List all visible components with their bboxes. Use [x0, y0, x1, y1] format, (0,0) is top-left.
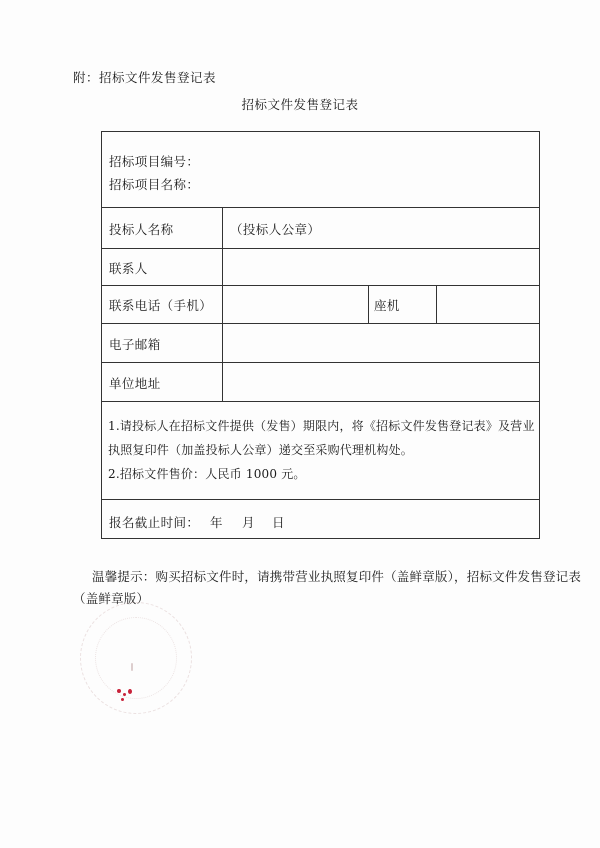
seal-stamp-icon — [80, 602, 192, 714]
deadline-label: 报名截止时间： — [109, 515, 200, 530]
registration-form-table — [101, 131, 540, 539]
project-number-label: 招标项目编号： — [109, 154, 200, 169]
row-divider — [102, 248, 539, 249]
instruction-line: 2.招标文件售价：人民币 1000 元。 — [108, 467, 306, 481]
phone-label: 联系电话（手机） — [109, 298, 213, 313]
column-divider — [222, 207, 223, 401]
row-divider — [102, 362, 539, 363]
seal-ink-mark — [123, 693, 126, 696]
year-label: 年 — [210, 515, 223, 530]
seal-ink-mark — [117, 689, 121, 693]
contact-label: 联系人 — [109, 261, 148, 276]
attachment-label: 附：招标文件发售登记表 — [73, 70, 217, 85]
address-label: 单位地址 — [109, 376, 161, 391]
bidder-name-label: 投标人名称 — [109, 222, 174, 237]
instruction-line: 1.请投标人在招标文件提供（发售）期限内，将《招标文件发售登记表》及营业 — [108, 419, 535, 433]
instructions-block — [108, 414, 533, 486]
form-title: 招标文件发售登记表 — [241, 97, 359, 112]
row-divider — [102, 401, 539, 402]
row-divider — [102, 499, 539, 500]
landline-label: 座机 — [374, 298, 400, 313]
tip-line: 温馨提示：购买招标文件时，请携带营业执照复印件（盖鲜章版），招标文件发售登记表 — [92, 569, 582, 584]
row-divider — [102, 207, 539, 208]
column-divider — [368, 285, 369, 323]
seal-inner-ring — [95, 617, 177, 699]
seal-ink-mark — [121, 698, 124, 701]
seal-ink-mark — [131, 663, 133, 671]
project-name-label: 招标项目名称： — [109, 177, 200, 192]
row-divider — [102, 323, 539, 324]
row-divider — [102, 285, 539, 286]
tip-line: （盖鲜章版） — [73, 591, 150, 606]
month-label: 月 — [242, 515, 255, 530]
bidder-seal-hint: （投标人公章） — [230, 222, 321, 237]
column-divider — [436, 285, 437, 323]
day-label: 日 — [272, 515, 285, 530]
email-label: 电子邮箱 — [109, 337, 161, 352]
seal-ink-mark — [128, 689, 132, 694]
instruction-line: 执照复印件（加盖投标人公章）递交至采购代理机构处。 — [108, 443, 414, 457]
